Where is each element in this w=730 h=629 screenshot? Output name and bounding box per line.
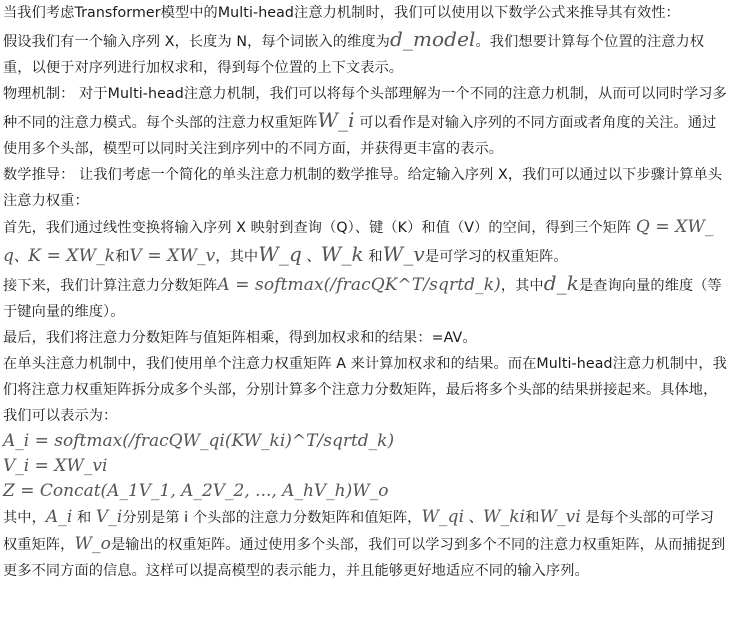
paragraph-intro: [3, 0, 727, 26]
math-w-k: W_k: [320, 242, 364, 266]
math-w-o: W_o: [74, 534, 111, 554]
text: 和: [363, 249, 383, 265]
text: 其中，: [3, 510, 46, 526]
text: ，其中: [215, 249, 259, 265]
paragraph-derivation: [3, 162, 727, 214]
text: 和: [115, 249, 130, 265]
math-w-vi: W_vi: [539, 507, 581, 527]
intro-text: 当我们考虑Transformer模型中的Multi-head注意力机制时，我们可以使用以下数学公式来推导其有效性：: [3, 5, 680, 21]
math-k: K = XW_k: [28, 246, 116, 266]
math-w-i: W_i: [317, 108, 355, 132]
text: 和: [72, 510, 96, 526]
math-v-i: V_i: [95, 507, 123, 527]
math-q: Q = XW_q: [3, 217, 714, 266]
math-w-v: W_v: [382, 242, 425, 266]
paragraph-attention-scores: [3, 270, 727, 325]
paragraph-conclusion: [3, 504, 727, 584]
text: 在单头注意力机制中，我们使用单个注意力权重矩阵 A 来计算加权求和的结果。而在Multi-head注意力机制中，我们将注意力权重矩阵拆分成多个头部，分别计算多个注意力分数矩阵，最后将多个头部的结果拼接起来。具体地，我们可以表示为：: [3, 356, 727, 424]
text: 是每个头部的可学习权重矩阵，: [3, 510, 715, 553]
text: 可以看作是对输入序列的不同方面或者角度的关注。通过使用多个头部，模型可以同时关注到序列中的不同方面，并获得更丰富的表示。: [3, 115, 717, 157]
math-w-qi: W_qi: [421, 507, 465, 527]
paragraph-physical-mechanism: [3, 81, 727, 162]
equation-z: Z = Concat(A_1V_1, A_2V_2, ..., A_hV_h)W_o: [3, 481, 389, 501]
math-attention-formula: A = softmax(/fracQK^T/sqrtd_k): [217, 275, 501, 295]
equation-a-i: A_i = softmax(/fracQW_qi(KW_ki)^T/sqrtd_k): [3, 431, 395, 451]
text: 接下来，我们计算注意力分数矩阵: [3, 278, 218, 294]
paragraph-linear-projection: [3, 214, 727, 270]
text: 数学推导： 让我们考虑一个简化的单头注意力机制的数学推导。给定输入序列 X，我们可以通过以下步骤计算单头注意力权重：: [3, 167, 723, 209]
text: 、: [13, 249, 29, 265]
text: 是查询向量的维度（等于键向量的维度）。: [3, 278, 722, 320]
text: 物理机制： 对于Multi-head注意力机制，我们可以将每个头部理解为一个不同的注意力机制，从而可以同时学习多种不同的注意力模式。每个头部的注意力权重矩阵: [3, 86, 727, 131]
math-w-ki: W_ki: [483, 507, 526, 527]
math-w-q: W_q: [258, 242, 302, 266]
paragraph-input-sequence: [3, 26, 727, 81]
math-d-k: d_k: [543, 271, 579, 295]
text: ，其中: [500, 278, 544, 294]
text: 假设我们有一个输入序列 X，长度为 N，每个词嵌入的维度为: [3, 34, 390, 50]
paragraph-weighted-sum: [3, 325, 727, 351]
math-d-model: d_model: [389, 27, 476, 51]
math-v: V = XW_v: [129, 246, 216, 266]
text: 。我们想要计算每个位置的注意力权重，以便于对序列进行加权求和，得到每个位置的上下文表示。: [3, 34, 705, 76]
text: 是输出的权重矩阵。通过使用多个头部，我们可以学习到多个不同的注意力权重矩阵，从而捕捉到更多不同方面的信息。这样可以提高模型的表示能力，并且能够更好地适应不同的输入序列。: [3, 537, 726, 579]
document-body: [3, 0, 727, 584]
math-a-i: A_i: [45, 507, 73, 527]
text: 是可学习的权重矩阵。: [424, 249, 568, 265]
text: 首先，我们通过线性变换将输入序列 X 映射到查询（Q）、键（K）和值（V）的空间，得到三个矩阵: [3, 220, 636, 236]
text: 分别是第 i 个头部的注意力分数矩阵和值矩阵，: [122, 510, 422, 526]
text: 最后，我们将注意力分数矩阵与值矩阵相乘，得到加权求和的结果：=AV。: [3, 330, 477, 346]
text: 、: [464, 510, 484, 526]
text: 和: [525, 510, 540, 526]
equation-v-i: V_i = XW_vi: [3, 456, 108, 476]
text: 、: [301, 249, 321, 265]
paragraph-multi-head: [3, 351, 727, 429]
